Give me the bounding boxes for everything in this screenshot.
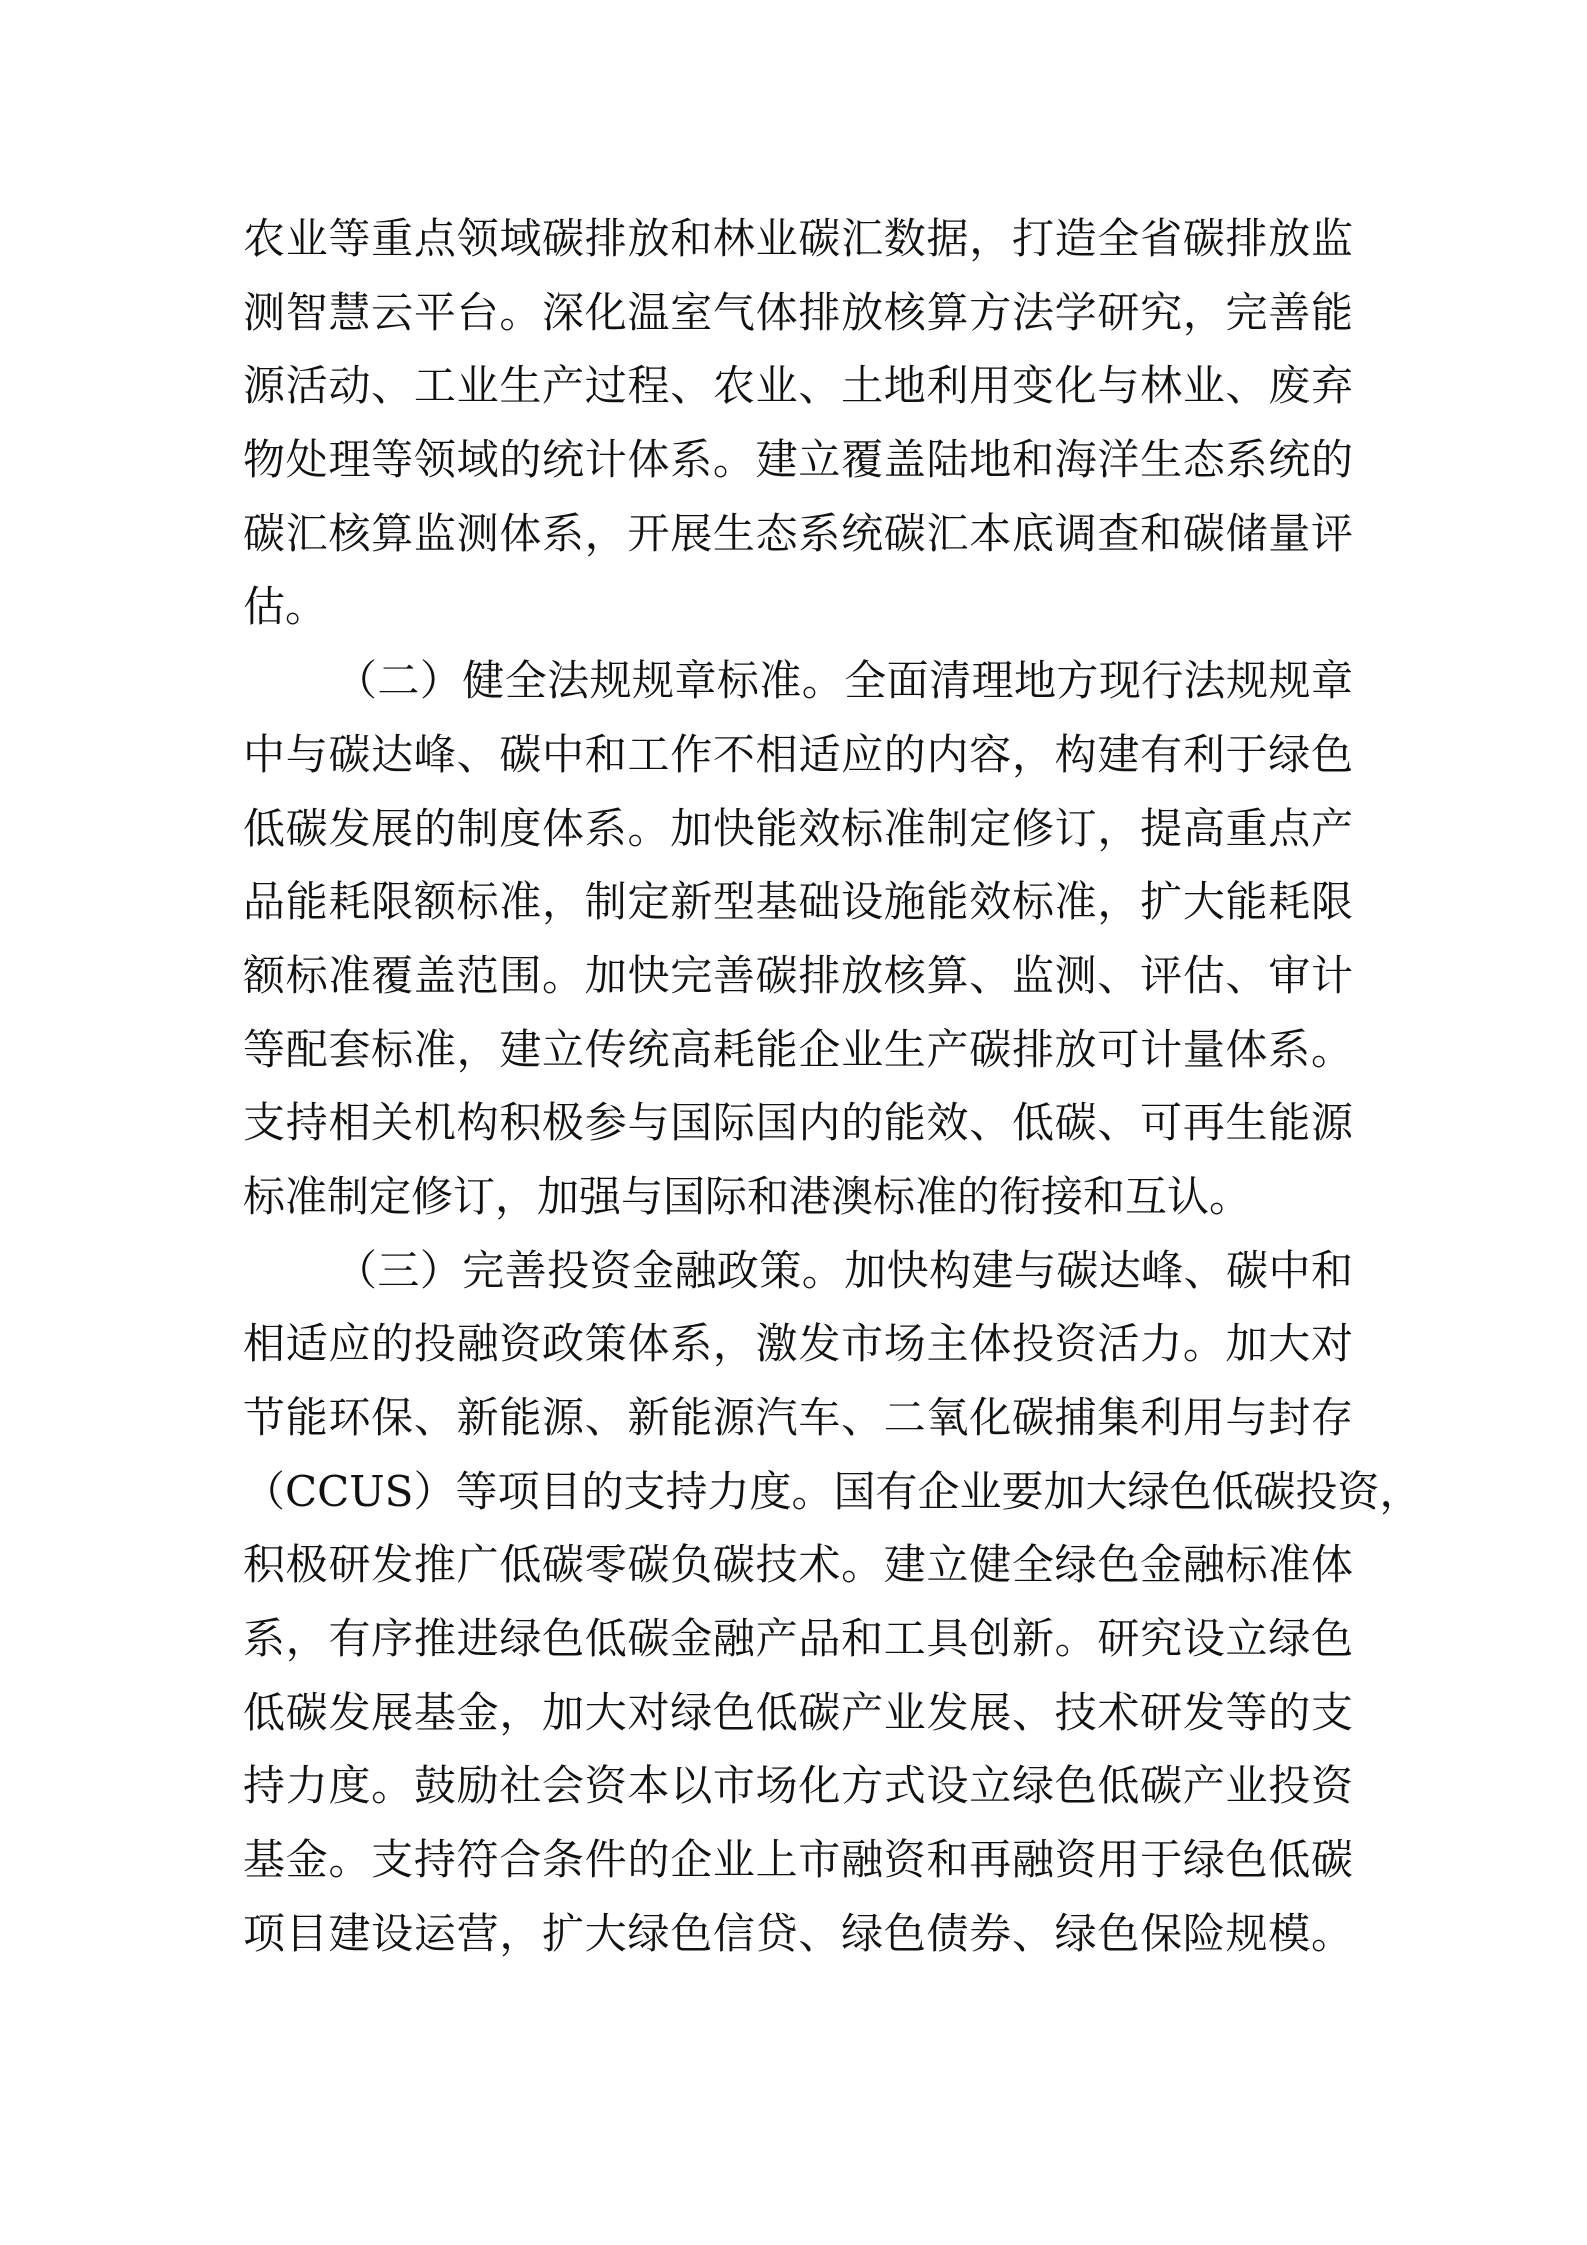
text-line: 低碳发展基金，加大对绿色低碳产业发展、技术研发等的支 <box>243 1687 1353 1737</box>
text-line: 农业等重点领域碳排放和林业碳汇数据，打造全省碳排放监 <box>243 214 1353 263</box>
text-line: 额标准覆盖范围。加快完善碳排放核算、监测、评估、审计 <box>243 950 1353 1000</box>
paragraph-heading-line: （二）健全法规规章标准。全面清理地方现行法规规章 <box>335 656 1353 706</box>
text-line: 低碳发展的制度体系。加快能效标准制定修订，提高重点产 <box>243 803 1353 853</box>
text-line: 测智慧云平台。深化温室气体排放核算方法学研究，完善能 <box>243 287 1353 337</box>
text-line: 标准制定修订，加强与国际和港澳标准的衔接和互认。 <box>243 1171 1252 1221</box>
text-line: 源活动、工业生产过程、农业、土地利用变化与林业、废弃 <box>243 361 1353 411</box>
text-line: 积极研发推广低碳零碳负碳技术。建立健全绿色金融标准体 <box>243 1540 1353 1590</box>
text-line: 估。 <box>243 582 328 632</box>
text-line: 中与碳达峰、碳中和工作不相适应的内容，构建有利于绿色 <box>243 729 1353 779</box>
text-line: 基金。支持符合条件的企业上市融资和再融资用于绿色低碳 <box>243 1835 1353 1885</box>
text-line: 物处理等领域的统计体系。建立覆盖陆地和海洋生态系统的 <box>243 435 1353 485</box>
text-line: 等配套标准，建立传统高耗能企业生产碳排放可计量体系。 <box>243 1024 1353 1074</box>
text-line: 持力度。鼓励社会资本以市场化方式设立绿色低碳产业投资 <box>243 1761 1353 1811</box>
text-line: （CCUS）等项目的支持力度。国有企业要加大绿色低碳投资， <box>243 1466 1422 1516</box>
text-line: 节能环保、新能源、新能源汽车、二氧化碳捕集利用与封存 <box>243 1393 1353 1442</box>
text-line: 碳汇核算监测体系，开展生态系统碳汇本底调查和碳储量评 <box>243 508 1353 558</box>
paragraph-heading-line: （三）完善投资金融政策。加快构建与碳达峰、碳中和 <box>335 1245 1353 1295</box>
text-line: 相适应的投融资政策体系，激发市场主体投资活力。加大对 <box>243 1319 1353 1369</box>
body-text <box>243 202 1422 1971</box>
text-line: 项目建设运营，扩大绿色信贷、绿色债券、绿色保险规模。 <box>243 1908 1353 1958</box>
text-line: 品能耗限额标准，制定新型基础设施能效标准，扩大能耗限 <box>243 877 1353 927</box>
text-line: 支持相关机构积极参与国际国内的能效、低碳、可再生能源 <box>243 1098 1353 1148</box>
text-line: 系，有序推进绿色低碳金融产品和工具创新。研究设立绿色 <box>243 1614 1353 1664</box>
